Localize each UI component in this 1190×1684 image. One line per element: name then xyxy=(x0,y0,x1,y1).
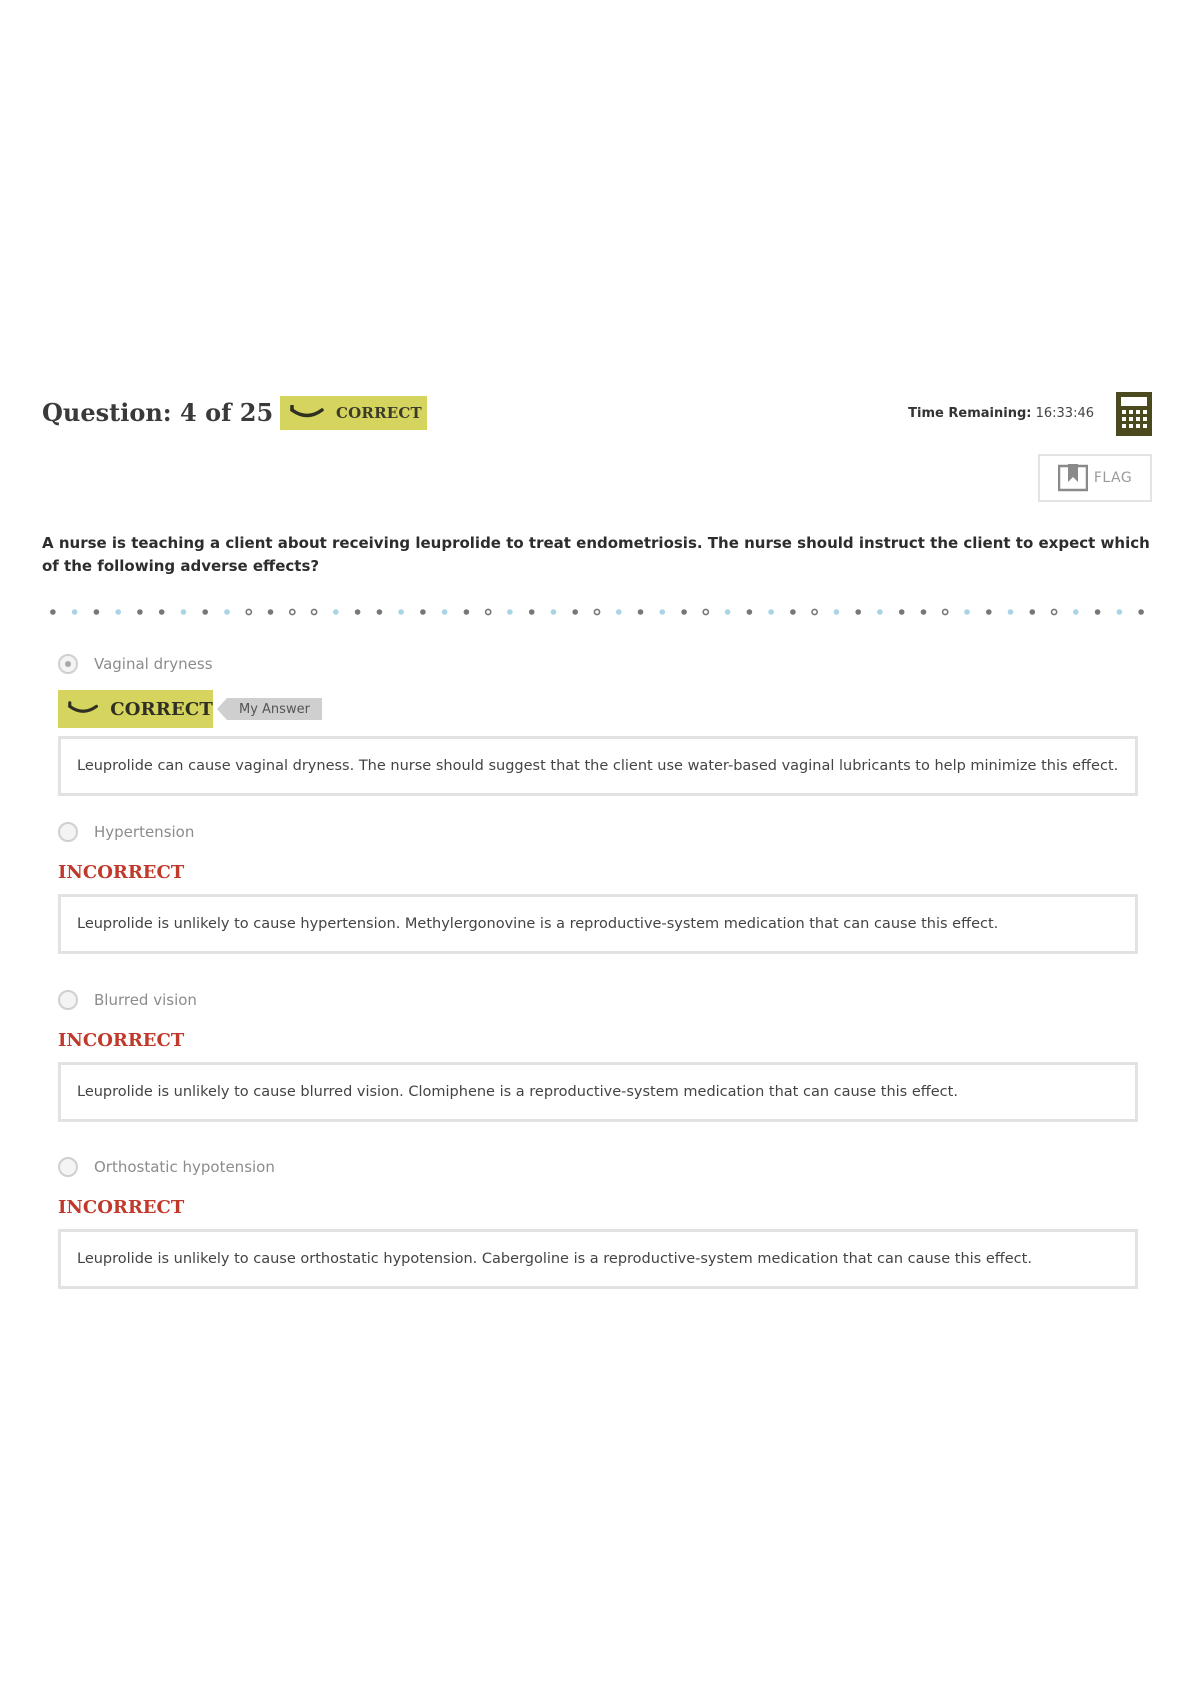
option-radio[interactable] xyxy=(58,654,78,674)
progress-dot xyxy=(507,609,513,615)
option-label: Orthostatic hypotension xyxy=(94,1158,275,1176)
progress-dot xyxy=(877,609,883,615)
progress-dot xyxy=(594,609,599,614)
rationale-box: Leuprolide is unlikely to cause hypertension. Methylergonovine is a reproductive-system medication that can cause this effect. xyxy=(58,894,1138,954)
progress-dot xyxy=(94,609,100,615)
correct-label: CORRECT xyxy=(110,698,213,720)
progress-dot xyxy=(464,609,470,615)
time-remaining-label: Time Remaining: xyxy=(908,406,1032,421)
option-row xyxy=(58,818,1138,846)
progress-dot xyxy=(202,609,208,615)
time-remaining xyxy=(908,406,1094,421)
progress-dot xyxy=(159,609,165,615)
progress-dot xyxy=(1117,609,1123,615)
progress-dot xyxy=(355,609,361,615)
progress-dot xyxy=(855,609,861,615)
progress-dot xyxy=(834,609,840,615)
option-radio[interactable] xyxy=(58,1157,78,1177)
option-blurred-vision xyxy=(58,986,1138,1122)
calculator-screen xyxy=(1121,397,1147,406)
option-row xyxy=(58,650,1138,678)
option-label: Blurred vision xyxy=(94,991,197,1009)
progress-dot xyxy=(224,609,230,615)
question-counter: Question: 4 of 25 xyxy=(42,398,274,427)
progress-dot xyxy=(899,609,905,615)
progress-dot xyxy=(333,609,339,615)
progress-dots xyxy=(42,607,1152,617)
progress-dot xyxy=(181,609,187,615)
my-answer-tag: My Answer xyxy=(227,698,322,720)
option-orthostatic-hypotension xyxy=(58,1153,1138,1289)
question-header xyxy=(42,392,1152,434)
progress-dot xyxy=(420,609,426,615)
option-row xyxy=(58,986,1138,1014)
progress-dot xyxy=(790,609,796,615)
progress-dot xyxy=(747,609,753,615)
progress-dot xyxy=(768,609,774,615)
progress-dot xyxy=(246,609,251,614)
progress-dot xyxy=(290,609,295,614)
progress-dot xyxy=(572,609,578,615)
progress-dot xyxy=(943,609,948,614)
status-badge-label: CORRECT xyxy=(336,404,422,422)
progress-dot xyxy=(1030,609,1036,615)
correct-badge xyxy=(58,690,213,728)
progress-dot xyxy=(377,609,383,615)
flag-button[interactable] xyxy=(1038,454,1152,502)
progress-dot xyxy=(681,609,687,615)
checkmark-swoosh-icon xyxy=(68,701,98,717)
progress-dot xyxy=(1008,609,1014,615)
rationale-box: Leuprolide can cause vaginal dryness. The nurse should suggest that the client use water-based vaginal lubricants to help minimize this effect. xyxy=(58,736,1138,796)
incorrect-label: INCORRECT xyxy=(58,1030,185,1051)
option-vaginal-dryness xyxy=(58,650,1138,796)
incorrect-label: INCORRECT xyxy=(58,1197,185,1218)
progress-dot xyxy=(964,609,970,615)
checkmark-swoosh-icon xyxy=(290,405,324,421)
progress-dot xyxy=(812,609,817,614)
progress-dot xyxy=(1095,609,1101,615)
bookmark-flag-icon xyxy=(1058,464,1088,492)
progress-dot xyxy=(638,609,644,615)
progress-dot xyxy=(551,609,557,615)
status-badge xyxy=(280,396,427,430)
option-label: Vaginal dryness xyxy=(94,655,213,673)
progress-dot xyxy=(137,609,143,615)
time-remaining-value: 16:33:46 xyxy=(1035,406,1094,421)
progress-dot xyxy=(1073,609,1079,615)
option-label: Hypertension xyxy=(94,823,195,841)
question-stem: A nurse is teaching a client about receiving leuprolide to treat endometriosis. The nurse should instruct the client to expect which of the following adverse effects? xyxy=(42,534,1150,575)
progress-dot xyxy=(72,609,78,615)
progress-dot xyxy=(725,609,731,615)
progress-dot xyxy=(1052,609,1057,614)
progress-dot xyxy=(1138,609,1144,615)
result-row xyxy=(58,690,1138,728)
incorrect-label: INCORRECT xyxy=(58,862,185,883)
progress-dot xyxy=(442,609,448,615)
progress-dot xyxy=(486,609,491,614)
progress-dot xyxy=(115,609,121,615)
rationale-box: Leuprolide is unlikely to cause blurred vision. Clomiphene is a reproductive-system medication that can cause this effect. xyxy=(58,1062,1138,1122)
calculator-icon[interactable] xyxy=(1116,392,1152,436)
option-radio[interactable] xyxy=(58,990,78,1010)
progress-dot xyxy=(398,609,404,615)
progress-dot xyxy=(660,609,666,615)
calculator-keys xyxy=(1122,410,1147,428)
progress-dot xyxy=(986,609,992,615)
option-hypertension xyxy=(58,818,1138,954)
progress-dot xyxy=(529,609,535,615)
option-row xyxy=(58,1153,1138,1181)
flag-label: FLAG xyxy=(1093,470,1133,486)
progress-dot xyxy=(703,609,708,614)
progress-dot xyxy=(268,609,274,615)
progress-dot xyxy=(50,609,56,615)
option-radio[interactable] xyxy=(58,822,78,842)
progress-dot xyxy=(616,609,622,615)
progress-dot xyxy=(312,609,317,614)
rationale-box: Leuprolide is unlikely to cause orthostatic hypotension. Cabergoline is a reproductive-system medication that can cause this effect. xyxy=(58,1229,1138,1289)
progress-dot xyxy=(921,609,927,615)
